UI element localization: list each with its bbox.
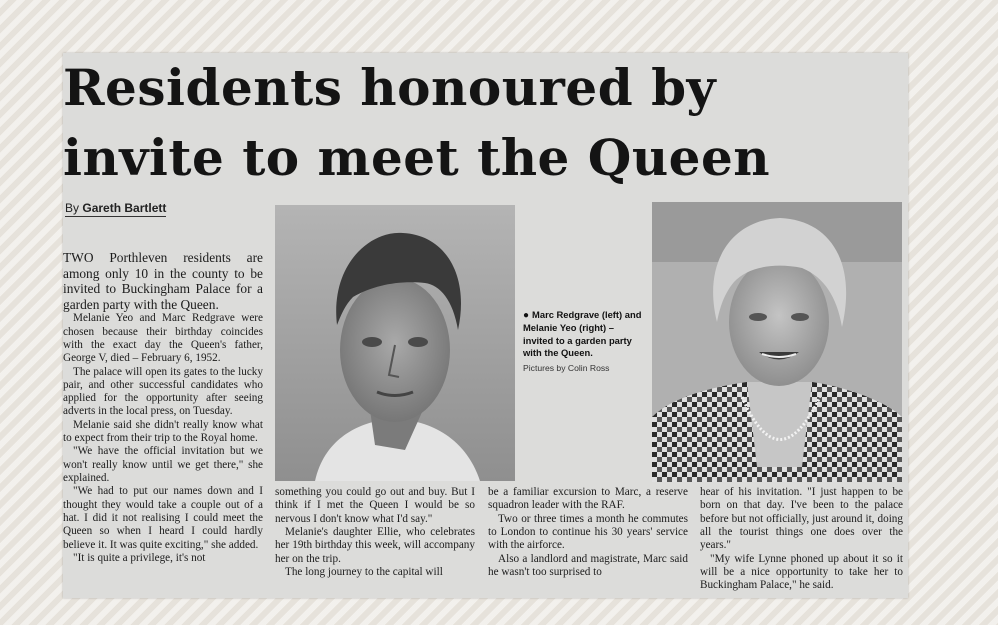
paragraph: "It is quite a privilege, it's not — [73, 552, 206, 565]
byline-author: Gareth Bartlett — [82, 201, 167, 215]
headline-line-1: Residents honoured by — [63, 58, 717, 117]
paragraph: "We had to put our names down and I thought they would take a couple out of a hat. I did it not realising I could meet the Queen so when I heard I could hardly believe it. It was quite exciting," she added. — [63, 485, 263, 551]
byline — [65, 201, 166, 217]
paragraph: "We have the official invitation but we won't really know until we get there," she explained. — [63, 445, 263, 485]
paragraph: "My wife Lynne phoned up about it so it will be a nice opportunity to take her to Buckingham Palace," he said. — [700, 552, 903, 592]
paragraph: Melanie's daughter Ellie, who celebrates her 19th birthday this week, will accompany her on the trip. — [275, 525, 475, 565]
byline-prefix: By — [65, 201, 80, 215]
article-column-4 — [700, 486, 903, 593]
paragraph: The long journey to the capital will — [285, 565, 443, 578]
bullet-icon: ● — [523, 310, 530, 321]
photo-caption — [523, 309, 645, 374]
photo-marc-redgrave — [275, 205, 515, 481]
paragraph: Melanie Yeo and Marc Redgrave were chosen because their birthday coincides with the exact day the Queen's father, George V, died – February 6, 1952. — [63, 312, 263, 365]
article-column-1 — [63, 250, 263, 565]
article-column-3 — [488, 486, 688, 579]
headline — [63, 53, 908, 192]
newspaper-clipping — [63, 53, 908, 598]
paragraph: Melanie said she didn't really know what to expect from their trip to the Royal home. — [63, 418, 263, 445]
caption-text: Marc Redgrave (left) and Melanie Yeo (right) – invited to a garden party with the Queen. — [523, 309, 642, 359]
article-column-2 — [275, 486, 475, 579]
paragraph: TWO Porthleven residents are among only 10 in the county to be invited to Buckingham Palace for a garden party with the Queen. — [63, 250, 263, 312]
paragraph: The palace will open its gates to the lucky pair, and other successful candidates who applied for the opportunity after seeing adverts in the local press, on Tuesday. — [63, 365, 263, 418]
paragraph: be a familiar excursion to Marc, a reserve squadron leader with the RAF. — [488, 486, 688, 512]
paragraph: something you could go out and buy. But I think if I met the Queen I would be so nervous I don't know what I'd say." — [275, 486, 475, 525]
photo-melanie-yeo — [652, 202, 902, 482]
woman-portrait-image — [652, 202, 902, 482]
man-portrait-image — [275, 205, 515, 481]
paragraph: Two or three times a month he commutes to London to continue his 30 years' service with the airforce. — [488, 512, 688, 552]
photo-credit: Pictures by Colin Ross — [523, 362, 610, 373]
paragraph: hear of his invitation. "I just happen to be born on that day. I've been to the palace before but not officially, just around it, doing all the tourist things one does over the years." — [700, 486, 903, 552]
paragraph: Also a landlord and magistrate, Marc said he wasn't too surprised to — [488, 552, 688, 578]
headline-line-2: invite to meet the Queen — [63, 127, 771, 187]
